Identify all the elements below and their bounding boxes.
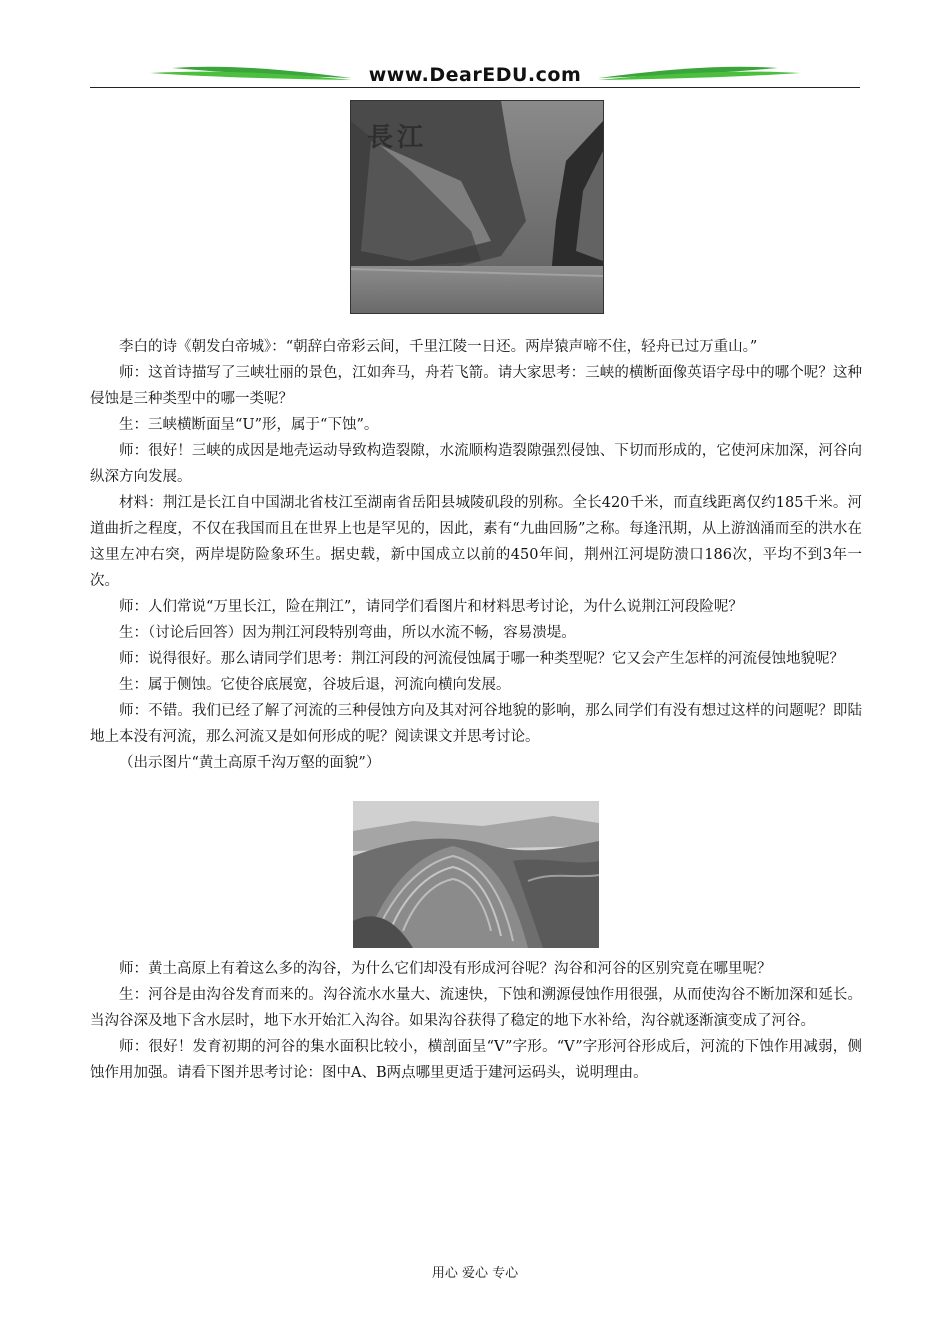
body-text-bottom (90, 956, 862, 1086)
paragraph: （出示图片“黄土高原千沟万壑的面貌”） (119, 755, 381, 771)
paragraph: 师：说得很好。那么请同学们思考：荆江河段的河流侵蚀属于哪一种类型呢？它又会产生怎样的河流侵蚀地貌呢？ (119, 651, 844, 667)
paragraph: 生：三峡横断面呈“U”形，属于“下蚀”。 (119, 417, 379, 433)
yangtze-gorge-photo (350, 100, 604, 314)
paragraph: 师：黄土高原上有着这么多的沟谷，为什么它们却没有形成河谷呢？沟谷和河谷的区别究竟在哪里呢？ (119, 961, 772, 977)
header-divider (90, 87, 860, 88)
paragraph: 生：（讨论后回答）因为荆江河段特别弯曲，所以水流不畅，容易溃堤。 (119, 625, 576, 641)
yangtze-caption: 長江 (367, 123, 428, 153)
paragraph: 师：不错。我们已经了解了河流的三种侵蚀方向及其对河谷地貌的影响，那么同学们有没有想过这样的问题呢？即陆地上本没有河流，那么河流又是如何形成的呢？阅读课文并思考讨论。 (90, 703, 862, 745)
paragraph: 生：属于侧蚀。它使谷底展宽，谷坡后退，河流向横向发展。 (119, 677, 511, 693)
page-footer: 用心 爱心 专心 (431, 1266, 519, 1281)
paragraph: 生：河谷是由沟谷发育而来的。沟谷流水水量大、流速快，下蚀和溯源侵蚀作用很强，从而使沟谷不断加深和延长。当沟谷深及地下含水层时，地下水开始汇入沟谷。如果沟谷获得了稳定的地下水补给，沟谷就逐渐演变成了河谷。 (90, 987, 862, 1029)
paragraph: 师：这首诗描写了三峡壮丽的景色，江如奔马，舟若飞箭。请大家思考：三峡的横断面像英语字母中的哪个呢？这种侵蚀是三种类型中的哪一类呢？ (90, 365, 862, 407)
paragraph: 师：很好！发育初期的河谷的集水面积比较小，横剖面呈“V”字形。“V”字形河谷形成后，河流的下蚀作用减弱，侧蚀作用加强。请看下图并思考讨论：图中A、B两点哪里更适于建河运码头，说明理由。 (90, 1039, 862, 1081)
loess-plateau-gullies-photo (353, 801, 599, 948)
paragraph: 师：很好！三峡的成因是地壳运动导致构造裂隙，水流顺构造裂隙强烈侵蚀、下切而形成的，它使河床加深，河谷向纵深方向发展。 (90, 443, 862, 485)
body-text-top (90, 334, 862, 776)
site-url[interactable]: www.DearEDU.com (368, 64, 582, 86)
header-banner (90, 60, 860, 90)
paragraph: 材料：荆江是长江自中国湖北省枝江至湖南省岳阳县城陵矶段的别称。全长420千米，而直线距离仅约185千米。河道曲折之程度，不仅在我国而且在世界上也是罕见的，因此，素有“九曲回肠”之称。每逢汛期，从上游汹涌而至的洪水在这里左冲右突，两岸堤防险象环生。据史载，新中国成立以前的450年间，荆州江河堤防溃口186次，平均不到3年一次。 (90, 495, 862, 589)
paragraph: 李白的诗《朝发白帝城》：“朝辞白帝彩云间，千里江陵一日还。两岸猿声啼不住，轻舟已过万重山。” (119, 339, 758, 355)
paragraph: 师：人们常说“万里长江，险在荆江”，请同学们看图片和材料思考讨论，为什么说荆江河段险呢？ (119, 599, 743, 615)
